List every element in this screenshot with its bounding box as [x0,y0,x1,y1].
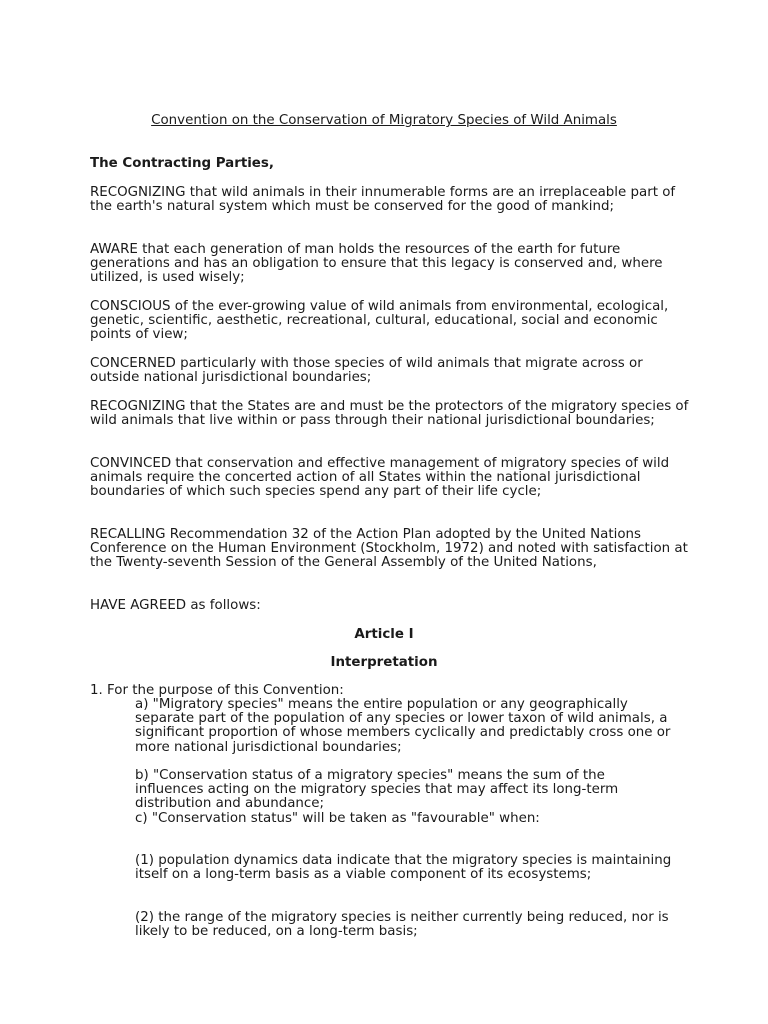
preamble-paragraph: AWARE that each generation of man holds the resources of the earth for future generations and has an obligation to ensure that this legacy is conserved and, where utilized, is used wisely; [90,242,663,286]
document-title: Convention on the Conservation of Migratory Species of Wild Animals [151,113,617,128]
condition-1: (1) population dynamics data indicate that the migratory species is maintaining itself on a long-term basis as a viable component of its ecosystems; [135,853,672,883]
preamble-paragraph: CONCERNED particularly with those species of wild animals that migrate across or outside national jurisdictional boundaries; [90,356,643,386]
preamble-paragraph: CONVINCED that conservation and effective management of migratory species of wild animals require the concerted action of all States within the national jurisdictional boundaries of which such species spend any part of their life cycle; [90,456,670,500]
article-heading: Article I [354,627,414,642]
clause-1c: c) "Conservation status" will be taken as "favourable" when: [135,811,540,826]
clause-1a: a) "Migratory species" means the entire population or any geographically separate part of the population of any species or lower taxon of wild animals, a significant proportion of whose members cyclically and predictably cross one or more national jurisdictional boundaries; [135,697,671,755]
preamble-paragraph: RECOGNIZING that wild animals in their innumerable forms are an irreplaceable part of the earth's natural system which must be conserved for the good of mankind; [90,185,676,215]
preamble-paragraph: RECALLING Recommendation 32 of the Action Plan adopted by the United Nations Conference on the Human Environment (Stockholm, 1972) and noted with satisfaction at the Twenty-seventh Session of the General Assembly of the United Nations, [90,527,688,571]
clause-1b: b) "Conservation status of a migratory species" means the sum of the influences acting on the migratory species that may affect its long-term distribution and abundance; [135,768,619,812]
preamble-paragraph: RECOGNIZING that the States are and must be the protectors of the migratory species of wild animals that live within or pass through their national jurisdictional boundaries; [90,399,689,429]
agreement-statement: HAVE AGREED as follows: [90,598,261,613]
contracting-parties-heading: The Contracting Parties, [90,156,274,171]
preamble-paragraph: CONSCIOUS of the ever-growing value of wild animals from environmental, ecological, genetic, scientific, aesthetic, recreational, cultural, educational, social and economic points of view; [90,299,669,343]
condition-2: (2) the range of the migratory species is neither currently being reduced, nor is likely to be reduced, on a long-term basis; [135,910,669,940]
article-subheading: Interpretation [330,655,438,670]
clause-1: 1. For the purpose of this Convention: [90,683,344,698]
